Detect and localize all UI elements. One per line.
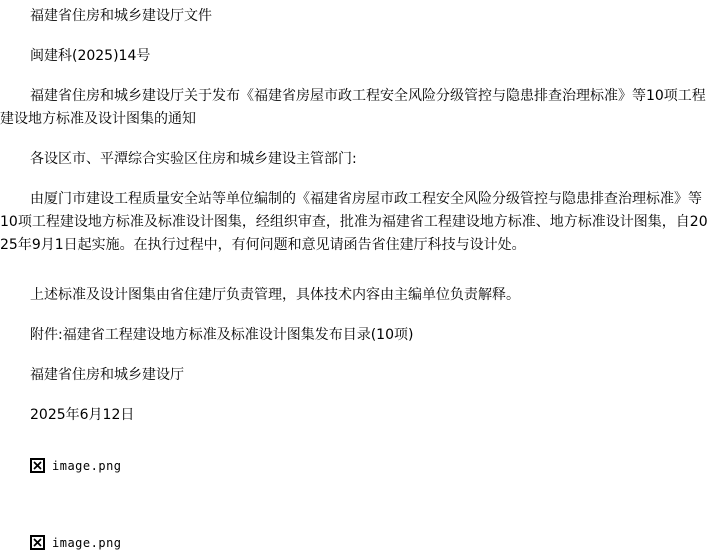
image-alt-text: image.png — [52, 536, 122, 550]
image-alt-text: image.png — [52, 459, 122, 473]
signature-date: 2025年6月12日 — [30, 407, 135, 423]
addressee-line: 各设区市、平潭综合实验区住房和城乡建设主管部门: — [30, 151, 357, 167]
attachment-line: 附件:福建省工程建设地方标准及标准设计图集发布目录(10项) — [30, 327, 414, 343]
body-paragraph-1: 由厦门市建设工程质量安全站等单位编制的《福建省房屋市政工程安全风险分级管控与隐患排查治理标准》等10项工程建设地方标准及标准设计图集，经组织审查，批准为福建省工程建设地方标准、地方标准设计图集，自2025年9月1日起实施。在执行过程中，有何问题和意见请函告省住建厅科技与设计处。 — [0, 191, 708, 253]
notice-title: 福建省住房和城乡建设厅关于发布《福建省房屋市政工程安全风险分级管控与隐患排查治理标准》等10项工程建设地方标准及设计图集的通知 — [0, 88, 706, 127]
body-paragraph-2: 上述标准及设计图集由省住建厅负责管理，具体技术内容由主编单位负责解释。 — [30, 287, 520, 303]
broken-image-icon — [30, 458, 45, 473]
signature-agency: 福建省住房和城乡建设厅 — [30, 367, 184, 383]
doc-number: 闽建科(2025)14号 — [30, 48, 151, 64]
attachment-image-1 — [0, 455, 708, 478]
document-body — [0, 5, 708, 555]
doc-header-line: 福建省住房和城乡建设厅文件 — [30, 8, 212, 24]
attachment-image-2 — [0, 532, 708, 555]
